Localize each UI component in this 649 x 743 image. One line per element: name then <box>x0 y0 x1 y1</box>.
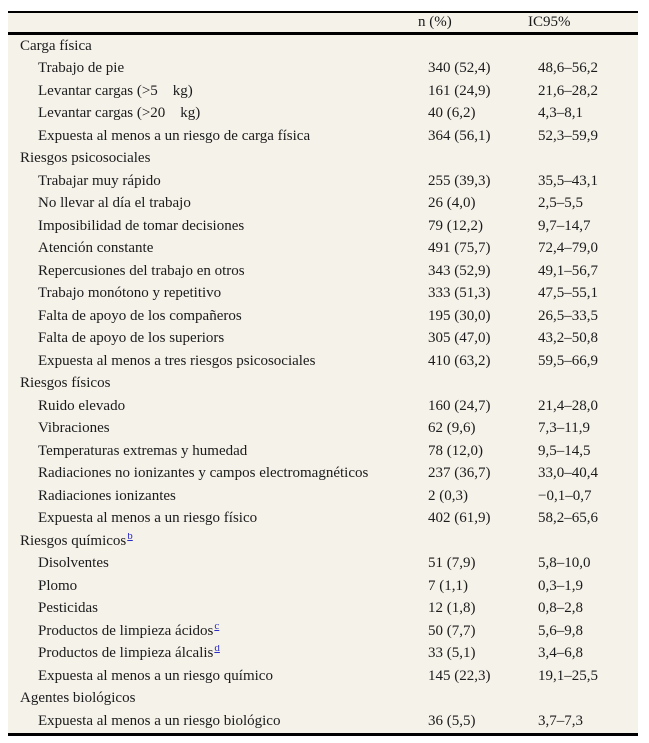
section-title: Carga física <box>20 37 92 54</box>
table-body <box>8 35 638 733</box>
section-row <box>8 35 638 58</box>
section-title: Agentes biológicos <box>20 690 136 707</box>
table-row <box>8 620 638 643</box>
section-row <box>8 688 638 711</box>
table-row <box>8 508 638 531</box>
n-percent-value: 145 (22,3) <box>428 667 491 684</box>
section-row <box>8 530 638 553</box>
table-row <box>8 125 638 148</box>
footnote-link-d[interactable]: d <box>214 645 220 655</box>
row-label: Expuesta al menos a un riesgo biológico <box>38 712 281 729</box>
table-row <box>8 170 638 193</box>
row-label: Falta de apoyo de los compañeros <box>38 307 242 324</box>
table-row <box>8 553 638 576</box>
ic95-value: 21,4–28,0 <box>538 397 598 414</box>
ic95-value: 26,5–33,5 <box>538 307 598 324</box>
ic95-value: 9,7–14,7 <box>538 217 591 234</box>
table-row <box>8 485 638 508</box>
section-title: Riesgos químicos$^b$ <box>8 533 428 550</box>
row-label: Expuesta al menos a un riesgo químico <box>38 667 273 684</box>
n-percent-value: 51 (7,9) <box>428 555 476 572</box>
n-percent-value: 305 (47,0) <box>428 330 491 347</box>
n-percent-value: 26 (4,0) <box>428 195 476 212</box>
n-percent-value: 255 (39,3) <box>428 172 491 189</box>
table-row <box>8 418 638 441</box>
table-row <box>8 305 638 328</box>
row-label: Radiaciones no ionizantes y campos electromagnéticos <box>38 465 369 482</box>
n-percent-value: 237 (36,7) <box>428 465 491 482</box>
ic95-value: 2,5–5,5 <box>538 195 583 212</box>
ic95-value: 72,4–79,0 <box>538 240 598 257</box>
occupational-risk-table <box>8 11 638 736</box>
row-label: Temperaturas extremas y humedad <box>38 442 248 459</box>
table-row <box>8 193 638 216</box>
ic95-value: 49,1–56,7 <box>538 262 598 279</box>
ic95-value: 58,2–65,6 <box>538 510 598 527</box>
row-label: Expuesta al menos a tres riesgos psicosociales <box>38 352 316 369</box>
row-label: Radiaciones ionizantes <box>38 487 176 504</box>
ic95-value: 19,1–25,5 <box>538 667 598 684</box>
n-percent-value: 340 (52,4) <box>428 60 491 77</box>
table-row <box>8 215 638 238</box>
ic95-value: 5,8–10,0 <box>538 555 591 572</box>
footnote-link-b[interactable]: b <box>127 532 133 542</box>
n-percent-value: 12 (1,8) <box>428 600 476 617</box>
row-label: Plomo <box>38 577 78 594</box>
row-label: Productos de limpieza ácidos$^c$ <box>8 623 428 640</box>
table-row <box>8 80 638 103</box>
ic95-value: 5,6–9,8 <box>538 622 583 639</box>
ic95-value: 52,3–59,9 <box>538 127 598 144</box>
footnote-link-c[interactable]: c <box>214 622 220 632</box>
ic95-value: 47,5–55,1 <box>538 285 598 302</box>
ic95-value: 35,5–43,1 <box>538 172 598 189</box>
ic95-value: 21,6–28,2 <box>538 82 598 99</box>
row-label: Trabajo monótono y repetitivo <box>38 285 222 302</box>
ic95-value: 9,5–14,5 <box>538 442 591 459</box>
n-percent-value: 62 (9,6) <box>428 420 476 437</box>
ic95-value: 0,3–1,9 <box>538 577 583 594</box>
table-row <box>8 575 638 598</box>
row-label: Repercusiones del trabajo en otros <box>38 262 245 279</box>
n-percent-value: 79 (12,2) <box>428 217 483 234</box>
n-percent-value: 33 (5,1) <box>428 645 476 662</box>
row-label: Expuesta al menos a un riesgo físico <box>38 510 258 527</box>
section-row <box>8 373 638 396</box>
ic95-value: 3,7–7,3 <box>538 712 583 729</box>
row-label: No llevar al día el trabajo <box>38 195 191 212</box>
n-percent-value: 160 (24,7) <box>428 397 491 414</box>
n-percent-value: 491 (75,7) <box>428 240 491 257</box>
ic95-value: 59,5–66,9 <box>538 352 598 369</box>
table-row <box>8 350 638 373</box>
table-row <box>8 238 638 261</box>
n-percent-value: 333 (51,3) <box>428 285 491 302</box>
row-label: Pesticidas <box>38 600 98 617</box>
section-title: Riesgos psicosociales <box>20 150 151 167</box>
ic95-value: −0,1–0,7 <box>538 487 592 504</box>
ic95-value: 33,0–40,4 <box>538 465 598 482</box>
n-percent-value: 343 (52,9) <box>428 262 491 279</box>
n-percent-value: 50 (7,7) <box>428 622 476 639</box>
n-percent-value: 40 (6,2) <box>428 105 476 122</box>
n-percent-value: 364 (56,1) <box>428 127 491 144</box>
ic95-value: 0,8–2,8 <box>538 600 583 617</box>
row-label: Productos de limpieza álcalis$^d$ <box>8 645 428 662</box>
n-percent-value: 2 (0,3) <box>428 487 468 504</box>
row-label: Ruido elevado <box>38 397 126 414</box>
table-row <box>8 260 638 283</box>
table-row <box>8 598 638 621</box>
table-row <box>8 643 638 666</box>
row-label: Levantar cargas (>20 kg) <box>38 105 201 122</box>
row-label: Atención constante <box>38 240 154 257</box>
table-row <box>8 58 638 81</box>
row-label: Falta de apoyo de los superiors <box>38 330 225 347</box>
table-row <box>8 395 638 418</box>
table-row <box>8 665 638 688</box>
table-row <box>8 103 638 126</box>
ic95-value: 3,4–6,8 <box>538 645 583 662</box>
n-percent-value: 36 (5,5) <box>428 712 476 729</box>
ic95-value: 4,3–8,1 <box>538 105 583 122</box>
n-percent-value: 195 (30,0) <box>428 307 491 324</box>
ic95-value: 43,2–50,8 <box>538 330 598 347</box>
table-row <box>8 328 638 351</box>
row-label: Vibraciones <box>38 420 110 437</box>
row-label: Disolventes <box>38 555 109 572</box>
table-row <box>8 463 638 486</box>
table-row <box>8 710 638 733</box>
table-header-row <box>8 13 638 35</box>
row-label: Trabajar muy rápido <box>38 172 161 189</box>
section-title: Riesgos físicos <box>20 375 111 392</box>
row-label: Trabajo de pie <box>38 60 125 77</box>
table-row <box>8 440 638 463</box>
header-ic95: IC95% <box>528 14 571 30</box>
table-row <box>8 283 638 306</box>
n-percent-value: 402 (61,9) <box>428 510 491 527</box>
row-label: Levantar cargas (>5 kg) <box>38 82 193 99</box>
ic95-value: 7,3–11,9 <box>538 420 590 437</box>
row-label: Expuesta al menos a un riesgo de carga física <box>38 127 311 144</box>
n-percent-value: 161 (24,9) <box>428 82 491 99</box>
section-row <box>8 148 638 171</box>
row-label: Imposibilidad de tomar decisiones <box>38 217 245 234</box>
n-percent-value: 410 (63,2) <box>428 352 491 369</box>
n-percent-value: 78 (12,0) <box>428 442 483 459</box>
n-percent-value: 7 (1,1) <box>428 577 468 594</box>
ic95-value: 48,6–56,2 <box>538 60 598 77</box>
header-n-percent: n (%) <box>418 14 452 30</box>
